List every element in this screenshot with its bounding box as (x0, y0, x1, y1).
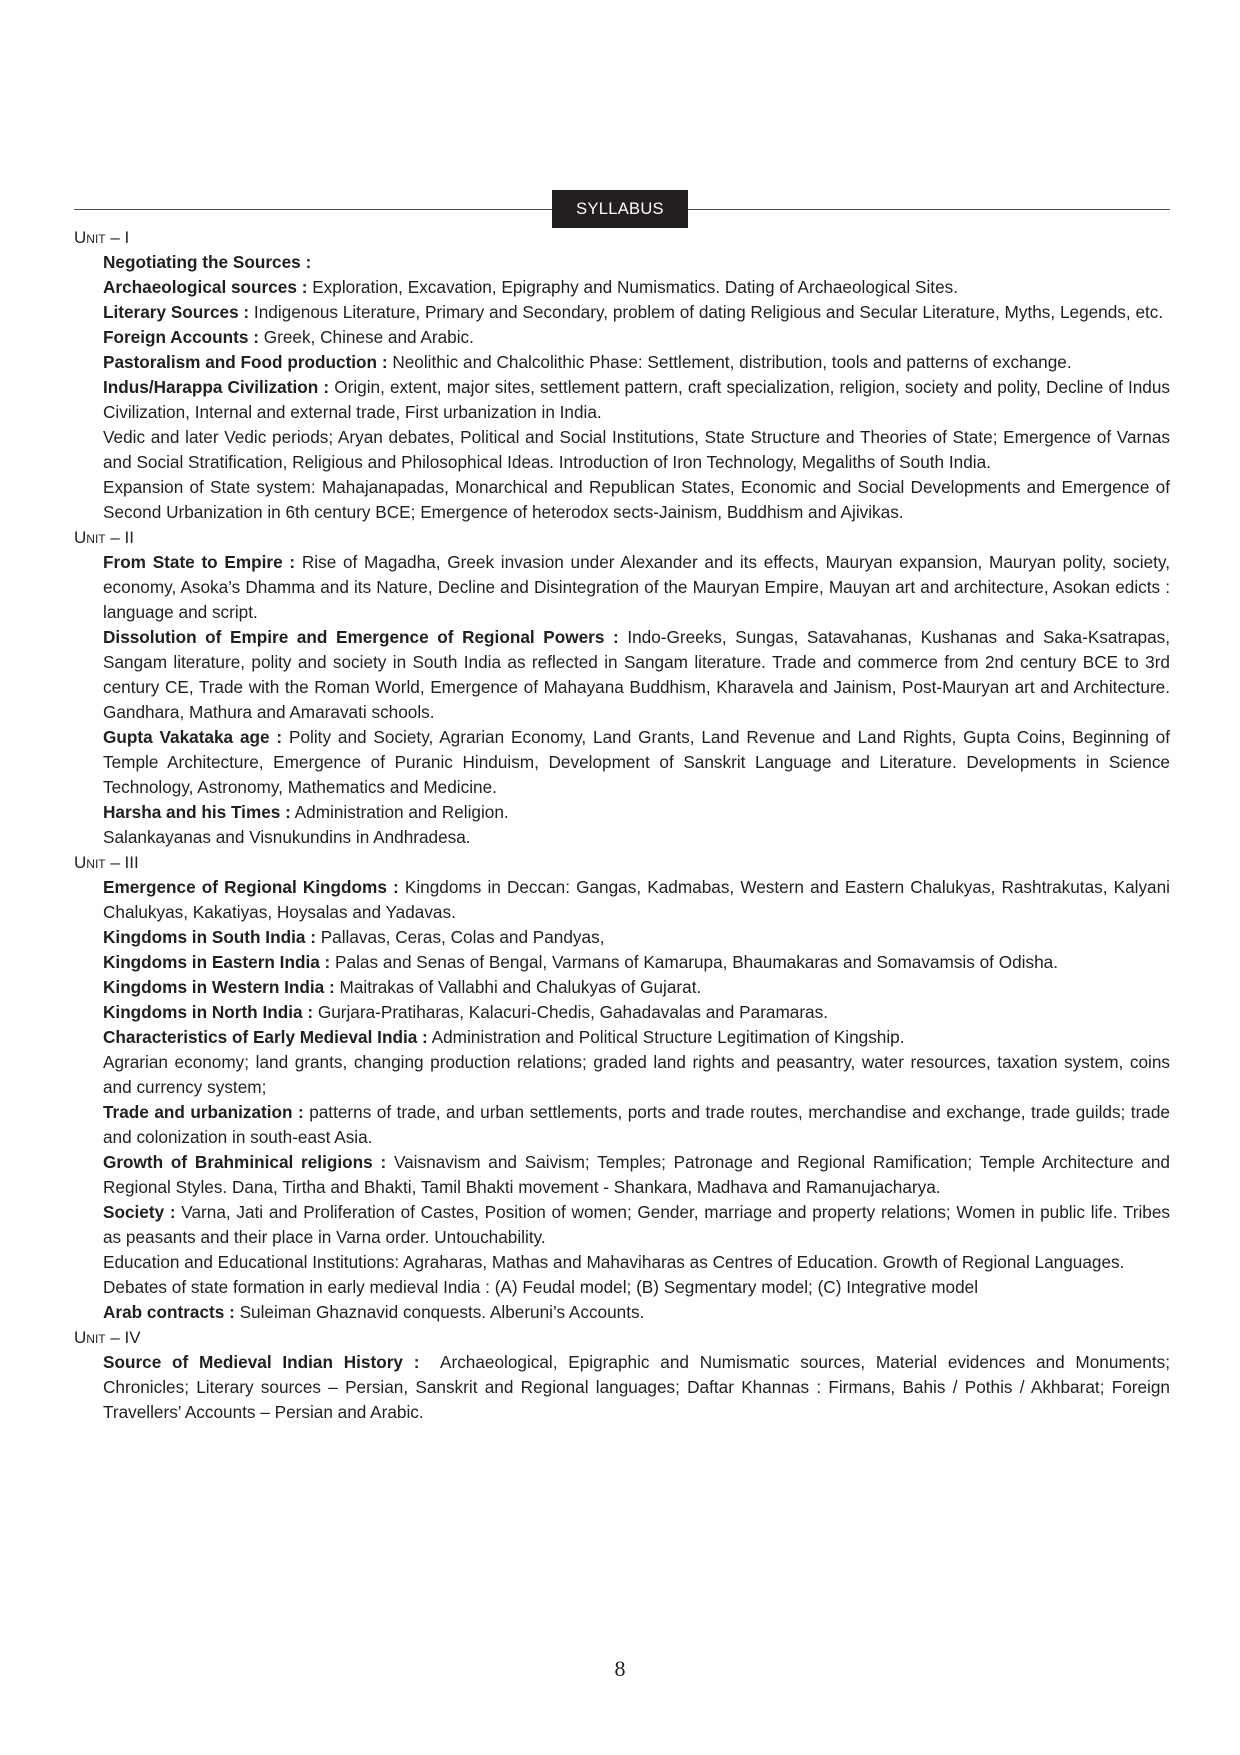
topic-heading: From State to Empire : (103, 552, 296, 572)
topic-heading: Source of Medieval Indian History : (103, 1352, 420, 1372)
topic-heading: Society : (103, 1202, 176, 1222)
topic-text: Neolithic and Chalcolithic Phase: Settlement, distribution, tools and patterns of exchange. (387, 352, 1072, 372)
topic-paragraph (103, 825, 1170, 850)
topic-heading: Kingdoms in Western India : (103, 977, 335, 997)
topic-paragraph (103, 1275, 1170, 1300)
topic-paragraph (103, 975, 1170, 1000)
topic-heading: Indus/Harappa Civilization : (103, 377, 330, 397)
topic-text: Archaeological, Epigraphic and Numismatic sources, Material evidences and Monuments; Chronicles; Literary sources – Persian, Sanskrit and Regional languages; Daftar Khannas : Firmans, Bahis / Pothis / Akhbarat; Foreign Travellers’ Accounts – Persian and Arabic. (103, 1352, 1175, 1422)
topic-text: Exploration, Excavation, Epigraphy and Numismatics. Dating of Archaeological Sites. (307, 277, 959, 297)
topic-text: Varna, Jati and Proliferation of Castes, Position of women; Gender, marriage and property relations; Women in public life. Tribes as peasants and their place in Varna order. Untouchability. (103, 1202, 1170, 1247)
topic-heading: Pastoralism and Food production : (103, 352, 388, 372)
topic-paragraph (103, 1100, 1170, 1150)
topic-heading: Foreign Accounts : (103, 327, 259, 347)
topic-heading: Literary Sources : (103, 302, 250, 322)
topic-text: Palas and Senas of Bengal, Varmans of Kamarupa, Bhaumakaras and Somavamsis of Odisha. (330, 952, 1058, 972)
topic-heading: Kingdoms in South India : (103, 927, 316, 947)
topic-text: Administration and Religion. (290, 802, 509, 822)
topic-text: Indo-Greeks, Sungas, Satavahanas, Kushanas and Saka-Ksatrapas, Sangam literature, polity and society in South India as reflected in Sangam literature. Trade and commerce from 2nd century BCE to 3rd century CE, Trade with the Roman World, Emergence of Mahayana Buddhism, Kharavela and Jainism, Post-Mauryan art and Architecture. Gandhara, Mathura and Amaravati schools. (103, 627, 1170, 722)
topic-text: Debates of state formation in early medieval India : (A) Feudal model; (B) Segmentary model; (C) Integrative model (103, 1277, 979, 1297)
topic-paragraph (103, 950, 1170, 975)
topic-text: Kingdoms in Deccan: Gangas, Kadmabas, Western and Eastern Chalukyas, Rashtrakutas, Kalyani Chalukyas, Kakatiyas, Hoysalas and Yadavas. (103, 877, 1170, 922)
topic-paragraph (103, 725, 1170, 800)
topic-text: Polity and Society, Agrarian Economy, Land Grants, Land Revenue and Land Rights, Gupta Coins, Beginning of Temple Architecture, Emergence of Puranic Hinduism, Development of Sanskrit Language and Literature. Developments in Science Technology, Astronomy, Mathematics and Medicine. (103, 727, 1170, 797)
unit-heading: Unit – IV (74, 1328, 141, 1347)
topic-paragraph (103, 1050, 1170, 1100)
topic-text: Suleiman Ghaznavid conquests. Alberuni’s Accounts. (234, 1302, 645, 1322)
topic-paragraph (103, 550, 1170, 625)
topic-text: Agrarian economy; land grants, changing production relations; graded land rights and peasantry, water resources, taxation system, coins and currency system; (103, 1052, 1170, 1097)
topic-paragraph (103, 800, 1170, 825)
topic-heading: Emergence of Regional Kingdoms : (103, 877, 399, 897)
topic-paragraph (103, 1350, 1175, 1425)
syllabus-content (74, 225, 1175, 1425)
topic-heading: Gupta Vakataka age : (103, 727, 283, 747)
unit-heading: Unit – II (74, 528, 134, 547)
topic-paragraph (103, 1200, 1170, 1250)
topic-paragraph (103, 625, 1170, 725)
topic-heading: Arab contracts : (103, 1302, 235, 1322)
topic-paragraph (103, 250, 1170, 275)
topic-heading: Kingdoms in Eastern India : (103, 952, 331, 972)
unit-heading: Unit – I (74, 228, 130, 247)
topic-text: Gurjara-Pratiharas, Kalacuri-Chedis, Gahadavalas and Paramaras. (313, 1002, 828, 1022)
topic-text: patterns of trade, and urban settlements, ports and trade routes, merchandise and exchange, trade guilds; trade and colonization in south-east Asia. (103, 1102, 1170, 1147)
topic-text: Education and Educational Institutions: Agraharas, Mathas and Mahaviharas as Centres of Education. Growth of Regional Languages. (103, 1252, 1125, 1272)
topic-paragraph (103, 925, 1170, 950)
topic-text: Expansion of State system: Mahajanapadas, Monarchical and Republican States, Economic and Social Developments and Emergence of Second Urbanization in 6th century BCE; Emergence of heterodox sects-Jainism, Buddhism and Ajivikas. (103, 477, 1170, 522)
topic-heading: Characteristics of Early Medieval India : (103, 1027, 428, 1047)
topic-text: Vaisnavism and Saivism; Temples; Patronage and Regional Ramification; Temple Architecture and Regional Styles. Dana, Tirtha and Bhakti, Tamil Bhakti movement - Shankara, Madhava and Ramanujacharya. (103, 1152, 1170, 1197)
topic-heading: Growth of Brahminical religions : (103, 1152, 387, 1172)
topic-paragraph (103, 1250, 1170, 1275)
topic-paragraph (103, 1300, 1170, 1325)
topic-paragraph (103, 875, 1170, 925)
topic-heading: Negotiating the Sources : (103, 252, 312, 272)
topic-paragraph (103, 425, 1170, 475)
section-title-badge: SYLLABUS (552, 190, 688, 228)
topic-text: Indigenous Literature, Primary and Secondary, problem of dating Religious and Secular Literature, Myths, Legends, etc. (249, 302, 1164, 322)
topic-text: Administration and Political Structure Legitimation of Kingship. (427, 1027, 905, 1047)
page-number: 8 (614, 1656, 626, 1681)
topic-text: Pallavas, Ceras, Colas and Pandyas, (315, 927, 605, 947)
topic-text: Origin, extent, major sites, settlement pattern, craft specialization, religion, society and polity, Decline of Indus Civilization, Internal and external trade, First urbanization in India. (103, 377, 1170, 422)
topic-paragraph (103, 375, 1170, 425)
topic-heading: Trade and urbanization : (103, 1102, 304, 1122)
topic-text: Rise of Magadha, Greek invasion under Alexander and its effects, Mauryan expansion, Mauryan polity, society, economy, Asoka’s Dhamma and its Nature, Decline and Disintegration of the Mauryan Empire, Mauyan art and architecture, Asokan edicts : language and script. (103, 552, 1170, 622)
topic-paragraph (103, 350, 1170, 375)
topic-heading: Harsha and his Times : (103, 802, 291, 822)
topic-paragraph (103, 1000, 1170, 1025)
topic-text: Greek, Chinese and Arabic. (258, 327, 474, 347)
topic-heading: Kingdoms in North India : (103, 1002, 314, 1022)
topic-text: Maitrakas of Vallabhi and Chalukyas of Gujarat. (334, 977, 702, 997)
topic-paragraph (103, 475, 1170, 525)
topic-text: Salankayanas and Visnukundins in Andhradesa. (103, 827, 471, 847)
topic-paragraph (103, 1025, 1170, 1050)
unit-heading: Unit – III (74, 853, 139, 872)
topic-paragraph (103, 1150, 1170, 1200)
topic-paragraph (103, 325, 1170, 350)
topic-paragraph (103, 275, 1170, 300)
topic-heading: Dissolution of Empire and Emergence of Regional Powers : (103, 627, 619, 647)
topic-heading: Archaeological sources : (103, 277, 308, 297)
topic-paragraph (103, 300, 1170, 325)
topic-text: Vedic and later Vedic periods; Aryan debates, Political and Social Institutions, State Structure and Theories of State; Emergence of Varnas and Social Stratification, Religious and Philosophical Ideas. Introduction of Iron Technology, Megaliths of South India. (103, 427, 1170, 472)
